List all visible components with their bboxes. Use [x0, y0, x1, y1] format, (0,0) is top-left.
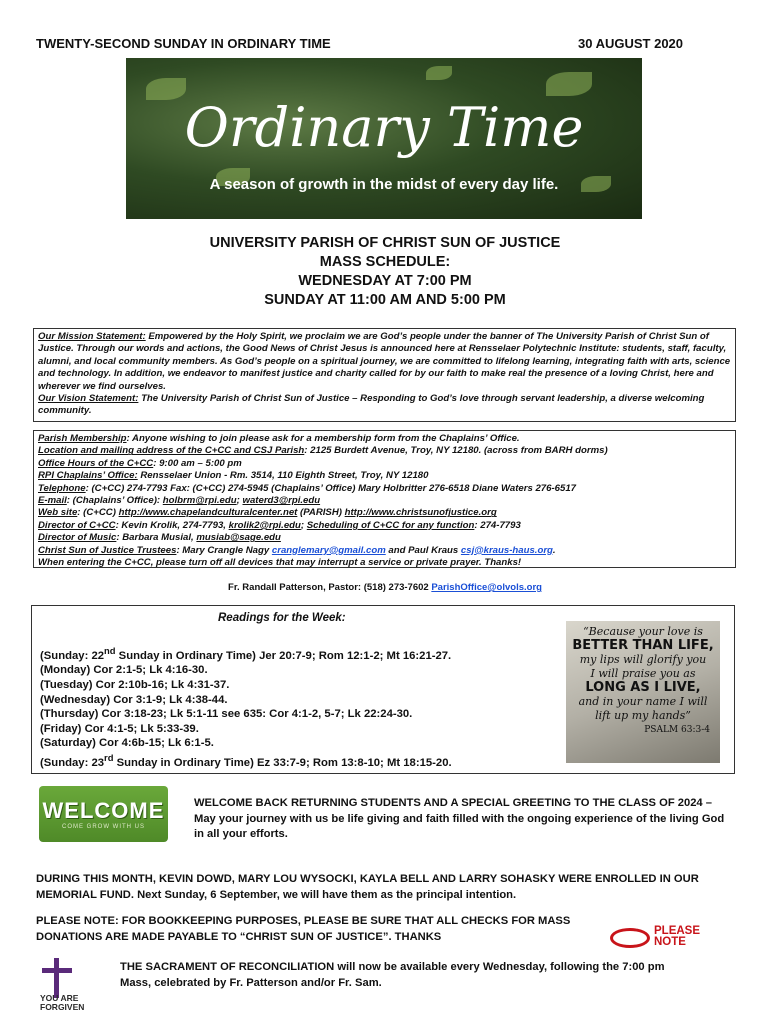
- psalm-line: “Because your love is: [583, 625, 703, 638]
- reading-line: (Friday) Cor 4:1-5; Lk 5:33-39.: [40, 722, 199, 735]
- please-note-line: NOTE: [654, 936, 686, 948]
- reading-text: (Sunday: 23: [40, 756, 105, 769]
- psalm-line: my lips will glorify you: [579, 653, 707, 666]
- director-sep: ;: [300, 519, 307, 531]
- website-link-parish[interactable]: http://www.christsunofjustice.org: [344, 507, 497, 519]
- psalm-line: LONG AS I LIVE,: [585, 680, 701, 695]
- director-text: : Kevin Krolik, 274-7793,: [115, 519, 229, 531]
- email-label: E-mail: [38, 495, 67, 507]
- music-email[interactable]: musiab@sage.edu: [196, 532, 281, 544]
- schedule-sunday: SUNDAY AT 11:00 AM AND 5:00 PM: [264, 292, 506, 308]
- website-link-ccc[interactable]: http://www.chapelandculturalcenter.net: [118, 507, 298, 519]
- you-are-forgiven-icon: [36, 958, 90, 1016]
- pastor-text: Fr. Randall Patterson, Pastor: (518) 273-7602: [228, 582, 432, 593]
- telephone-text: : (C+CC) 274-7793 Fax: (C+CC) 274-5945 (Chaplains’ Office) Mary Holbritter 276-6518 Diane Waters 276-6517: [85, 482, 576, 494]
- trustees-mid: and Paul Kraus: [385, 544, 461, 556]
- membership-label: Parish Membership: [38, 433, 127, 444]
- psalm-reference: PSALM 63:3-4: [644, 725, 710, 735]
- readings-title: Readings for the Week:: [218, 612, 346, 624]
- schedule-wednesday: WEDNESDAY AT 7:00 PM: [298, 273, 472, 289]
- music-text: : Barbara Musial,: [116, 532, 197, 544]
- location-text: : 2125 Burdett Avenue, Troy, NY 12180. (across from BARH dorms): [304, 445, 608, 457]
- trustees-label: Christ Sun of Justice Trustees: [38, 544, 177, 556]
- reading-line: (Monday) Cor 2:1-5; Lk 4:16-30.: [40, 664, 208, 677]
- banner-title: Ordinary Time: [184, 96, 584, 159]
- vision-label: Our Vision Statement:: [38, 393, 139, 405]
- reading-line: [40, 751, 452, 770]
- reading-text-post: Sunday in Ordinary Time) Ez 33:7-9; Rom 13:8-10; Mt 18:15-20.: [113, 756, 452, 769]
- telephone-label: Telephone: [38, 482, 86, 494]
- welcome-tagline: COME GROW WITH US: [62, 824, 145, 830]
- memorial-fund-notice: DURING THIS MONTH, KEVIN DOWD, MARY LOU WYSOCKI, KAYLA BELL AND LARRY SOHASKY WERE ENROLLED IN OUR MEMORIAL FUND. Next Sunday, 6 September, we will have them as the principal intention.: [36, 873, 699, 901]
- scheduling-text: : 274-7793: [474, 519, 521, 531]
- hours-label: Office Hours of the C+CC: [38, 457, 154, 469]
- ordinary-time-banner: [126, 58, 642, 219]
- header-title: TWENTY-SECOND SUNDAY IN ORDINARY TIME: [36, 36, 331, 51]
- scheduling-label: Scheduling of C+CC for any function: [306, 519, 475, 531]
- email-link-2[interactable]: waterd3@rpi.edu: [242, 495, 321, 507]
- schedule-label: MASS SCHEDULE:: [319, 254, 451, 270]
- pastor-email[interactable]: ParishOffice@olvols.org: [431, 582, 542, 593]
- reading-line: (Saturday) Cor 4:6b-15; Lk 6:1-5.: [40, 737, 214, 750]
- cross-bar: [42, 968, 72, 973]
- welcome-message: WELCOME BACK RETURNING STUDENTS AND A SPECIAL GREETING TO THE CLASS OF 2024 – May your journey with us be life giving and faith filled with the ongoing experience of the living God in all your efforts.: [194, 797, 725, 840]
- reading-sup: rd: [104, 751, 114, 763]
- membership-text: : Anyone wishing to join please ask for a membership form from the Chaplains’ Office.: [126, 433, 520, 444]
- website-text: : (C+CC): [77, 507, 119, 519]
- mass-schedule: [0, 234, 770, 310]
- trustees-email-1[interactable]: cranglemary@gmail.com: [271, 544, 386, 556]
- location-label: Location and mailing address of the C+CC and CSJ Parish: [38, 445, 305, 457]
- reading-line: [40, 644, 452, 663]
- info-box: [33, 430, 736, 568]
- please-note-icon: [610, 926, 718, 952]
- trustees-email-2[interactable]: csj@kraus-haus.org: [460, 544, 553, 556]
- reading-text: (Sunday: 22: [40, 649, 105, 662]
- parish-name: UNIVERSITY PARISH OF CHRIST SUN OF JUSTICE: [209, 235, 561, 251]
- forgiven-line: YOU ARE: [40, 993, 79, 1003]
- reading-line: (Thursday) Cor 3:18-23; Lk 5:1-11 see 635: Cor 4:1-2, 5-7; Lk 22:24-30.: [40, 708, 413, 721]
- psalm-image: [566, 621, 720, 763]
- psalm-line: BETTER THAN LIFE,: [572, 638, 714, 653]
- header-date: 30 AUGUST 2020: [578, 36, 684, 51]
- devices-notice: When entering the C+CC, please turn off all devices that may interrupt a service or private prayer. Thanks!: [38, 557, 522, 569]
- reading-sup: nd: [104, 645, 116, 656]
- forgiven-label: [40, 994, 84, 1012]
- reading-text-post: Sunday in Ordinary Time) Jer 20:7-9; Rom 12:1-2; Mt 16:21-27.: [115, 649, 452, 662]
- reading-line: (Tuesday) Cor 2:10b-16; Lk 4:31-37.: [40, 678, 230, 691]
- hours-text: : 9:00 am – 5:00 pm: [153, 457, 242, 469]
- welcome-image: [39, 786, 168, 842]
- email-link-1[interactable]: holbrm@rpi.edu: [162, 495, 237, 507]
- vision-text: The University Parish of Christ Sun of Justice – Responding to God’s love through servant leadership, a diverse welcoming community.: [38, 393, 705, 417]
- website-mid: (PARISH): [297, 507, 345, 519]
- psalm-line: I will praise you as: [590, 667, 696, 680]
- readings-list: [40, 644, 452, 770]
- reconciliation-notice: THE SACRAMENT OF RECONCILIATION will now be available every Wednesday, following the 7:00 pm Mass, celebrated by Fr. Patterson and/or Fr. Sam.: [120, 961, 665, 989]
- email-text: : (Chaplains’ Office):: [66, 495, 163, 507]
- director-email[interactable]: krolik2@rpi.edu: [228, 519, 301, 531]
- mission-box: [33, 328, 736, 422]
- trustees-text: : Mary Crangle Nagy: [176, 544, 272, 556]
- please-note-label: [654, 926, 700, 948]
- reading-line: (Wednesday) Cor 3:1-9; Lk 4:38-44.: [40, 693, 228, 706]
- psalm-line: and in your name I will: [578, 695, 708, 708]
- forgiven-line: FORGIVEN: [40, 1002, 85, 1012]
- website-label: Web site: [38, 507, 78, 519]
- mission-label: Our Mission Statement:: [38, 331, 146, 342]
- bookkeeping-notice: PLEASE NOTE: FOR BOOKKEEPING PURPOSES, PLEASE BE SURE THAT ALL CHECKS FOR MASS DONATIONS ARE MADE PAYABLE TO “CHRIST SUN OF JUSTICE”. THANKS: [36, 915, 571, 943]
- director-label: Director of C+CC: [38, 519, 116, 531]
- psalm-line: lift up my hands”: [595, 709, 691, 722]
- cross-icon: [54, 958, 59, 998]
- email-sep: ;: [236, 495, 243, 507]
- rpi-label: RPI Chaplains’ Office:: [38, 470, 138, 482]
- note-circle-icon: [610, 928, 650, 948]
- rpi-text: Rensselaer Union - Rm. 3514, 110 Eighth Street, Troy, NY 12180: [137, 470, 429, 482]
- please-note-line: PLEASE: [654, 925, 701, 937]
- trustees-end: .: [552, 544, 556, 556]
- mission-text: Empowered by the Holy Spirit, we proclaim we are God’s people under the banner of The University Parish of Christ Sun of Justice. Through our words and actions, the Good News of Christ Jesus is announced here at Rensselaer Polytechnic Institute: students, staff, faculty, alumni, and local community members. As God’s people on a spiritual journey, we are committed to lifelong learning, integrating faith with arts, science and technology. In addition, we endeavor to manifest justice and charity called for by our faith to make real the presence of a loving Christ, here and wherever we find ourselves.: [38, 331, 731, 392]
- banner-subtitle: A season of growth in the midst of every day life.: [209, 176, 559, 193]
- welcome-word: WELCOME: [42, 798, 165, 823]
- pastor-line: [0, 582, 770, 593]
- music-label: Director of Music: [38, 532, 117, 544]
